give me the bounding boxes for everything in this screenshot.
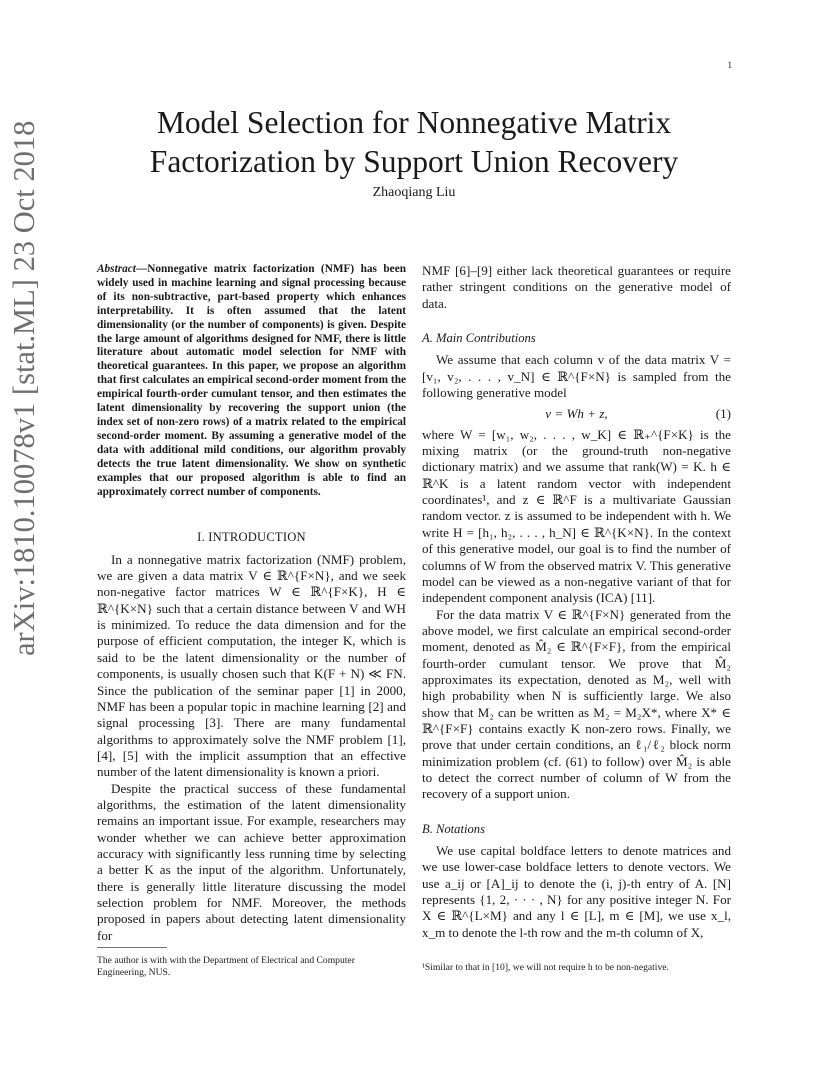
page-number: 1 [727,60,732,70]
title-line-2: Factorization by Support Union Recovery [149,144,679,179]
paper-title [0,103,828,181]
arxiv-stamp [2,120,46,656]
right-column [422,263,731,941]
abstract-lead: Abstract [97,263,136,275]
subsection-heading-notations: B. Notations [422,821,485,836]
equation-1 [422,406,731,422]
section-heading-introduction: I. INTRODUCTION [197,530,306,545]
abstract-text: —Nonnegative matrix factorization (NMF) has been widely used in machine learning and signal processing because of its non-subtractive, part-based property which enhances interpretability. It is often assumed that the latent dimensionality (or the number of components) is given. Despite the large amount of algorithms designed for NMF, there is little literature about automatic model selection for NMF with theoretical guarantees. In this paper, we propose an algorithm that first calculates an empirical second-order moment from the empirical fourth-order cumulant tensor, and then estimates the latent dimensionality by recovering the support union (the index set of non-zero rows) of a matrix related to the empirical second-order moment. By assuming a generative model of the data with additional mild conditions, our algorithm provably detects the true latent dimensionality. We show on synthetic examples that our proposed algorithm is able to find an approximately correct number of components. [97,263,406,498]
left-column [97,263,406,944]
subsection-heading-main-contributions: A. Main Contributions [422,331,536,346]
contrib-paragraph-1: We assume that each column v of the data matrix V = [v₁, v₂, . . . , v_N] ∈ ℝ^{F×N} is sampled from the following generative model [422,352,731,401]
intro-paragraph-2-continued: NMF [6]–[9] either lack theoretical guarantees or require rather stringent conditions on the generative model of data. [422,263,731,311]
arxiv-stamp-text: arXiv:1810.10078v1 [stat.ML] 23 Oct 2018 [7,120,41,656]
abstract [97,263,406,499]
contrib-paragraph-3: For the data matrix V ∈ ℝ^{F×N} generated from the above model, we first calculate an empirical second-order moment, denoted as M̂₂ ∈ ℝ^{F×F}, from the empirical fourth-order cumulant tensor. We prove that M̂₂ approximates its expectation, denoted as M₂, well with high probability when N is sufficiently large. We also show that M₂ can be written as M₂ = M₂X*, where X* ∈ ℝ^{F×F} contains exactly K non-zero rows. Finally, we prove that under certain conditions, an ℓ₁/ℓ₂ block norm minimization problem (cf. (61) to follow) over M̂₂ is able to detect the correct number of column of W from the recovery of a support union. [422,606,731,802]
notations-paragraph-1: We use capital boldface letters to denote matrices and we use lower-case boldface letters to denote vectors. We use a_ij or [A]_ij to denote the (i, j)-th entry of A. [N] represents {1, 2, · · · , N} for any positive integer N. For X ∈ ℝ^{L×M} and any l ∈ [L], m ∈ [M], we use x_l, x_m to denote the l-th row and the m-th column of X, [422,843,731,940]
author: Zhaoqiang Liu [372,185,456,200]
footnote-1: ¹Similar to that in [10], we will not require h to be non-negative. [422,962,669,973]
equation-1-body: v = Wh + z, [545,406,608,422]
intro-paragraph-1: In a nonnegative matrix factorization (NMF) problem, we are given a data matrix V ∈ ℝ^{F×N}, and we seek non-negative factor matrices W ∈ ℝ^{F×K}, H ∈ ℝ^{K×N} such that a certain distance between V and WH is minimized. To reduce the data dimension and for the purpose of efficient computation, the integer K, which is said to be the latent dimensionality or the number of components, is usually chosen such that K(F + N) ≪ FN. Since the publication of the seminar paper [1] in 2000, NMF has been a popular topic in machine learning [2] and signal processing [3]. There are many fundamental algorithms to approximately solve the NMF problem [1], [4], [5] with the implicit assumption that an effective number of the latent dimensionality is known a priori. [97,551,406,780]
title-line-1: Model Selection for Nonnegative Matrix [156,105,672,140]
footnote-rule [97,947,167,948]
intro-paragraph-2: Despite the practical success of these fundamental algorithms, the estimation of the latent dimensionality remains an important issue. For example, researchers may wonder whether we can achieve better approximation accuracy with significantly less running time by selecting a better K as the input of the algorithm. Unfortunately, there is generally little literature discussing the model selection problem for NMF. Moreover, the methods proposed in papers about detecting latent dimensionality for [97,780,406,943]
contrib-paragraph-2: where W = [w₁, w₂, . . . , w_K] ∈ ℝ₊^{F×K} is the mixing matrix (or the ground-truth non-negative dictionary matrix) and we assume that rank(W) = K. h ∈ ℝ^K is a latent random vector with independent coordinates¹, and z ∈ ℝ^F is a multivariate Gaussian random vector. z is assumed to be independent with h. We write H = [h₁, h₂, . . . , h_N] ∈ ℝ^{K×N}. In the context of this generative model, our goal is to find the number of columns of W from the observed matrix V. This generative model can be viewed as a non-negative variant of that for independent component analysis (ICA) [11]. [422,426,731,606]
author-affiliation-footnote: The author is with with the Department of Electrical and Computer Engineering, NUS. [97,955,355,978]
equation-1-number: (1) [715,406,731,422]
